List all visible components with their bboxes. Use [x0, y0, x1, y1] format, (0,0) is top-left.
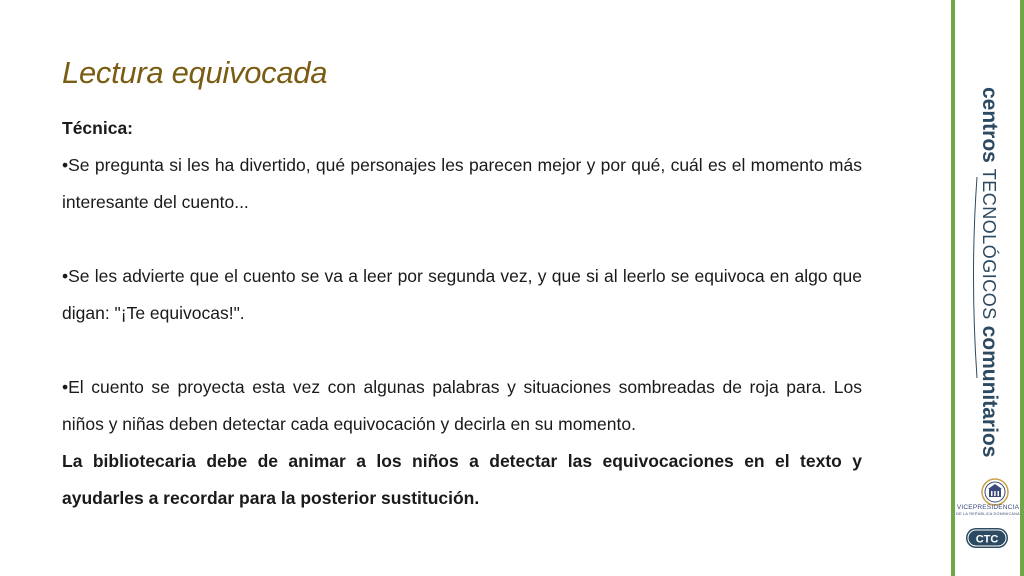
- brand-word-centros: centros: [978, 87, 1001, 163]
- technique-heading: Técnica:: [62, 118, 133, 138]
- paragraph-1: •Se pregunta si les ha divertido, qué personajes les parecen mejor y por qué, cuál es el momento más interesante del cuento...: [62, 155, 862, 212]
- slide-content: [62, 0, 862, 576]
- seal-line-1: VICEPRESIDENCIA: [956, 504, 1020, 511]
- slide-title: Lectura equivocada: [62, 55, 328, 90]
- spacer: [62, 221, 862, 258]
- spacer: [62, 332, 862, 369]
- seal-caption: [953, 504, 1023, 518]
- seal-line-2: DE LA REPÚBLICA DOMINICANA: [956, 512, 1020, 516]
- brand-word-tecnologicos: TECNOLÓGICOS: [979, 168, 999, 320]
- paragraph-2: •Se les advierte que el cuento se va a leer por segunda vez, y que si al leerlo se equivoca en algo que digan: "¡Te equivocas!".: [62, 266, 862, 323]
- paragraph-3: •El cuento se proyecta esta vez con algunas palabras y situaciones sombreadas de roja para. Los niños y niñas deben detectar cada equivocación y decirla en su momento.: [62, 377, 862, 434]
- ctc-logo-icon: [965, 527, 1009, 549]
- brand-swoosh-icon: [971, 175, 979, 380]
- brand-word-comunitarios: comunitarios: [978, 325, 1001, 458]
- slide-body: [62, 110, 862, 517]
- paragraph-4: La bibliotecaria debe de animar a los niños a detectar las equivocaciones en el texto y ayudarles a recordar para la posterior sustitución.: [62, 451, 862, 508]
- brand-logo-text: [971, 87, 1001, 458]
- ctc-logo-text: CTC: [975, 533, 999, 546]
